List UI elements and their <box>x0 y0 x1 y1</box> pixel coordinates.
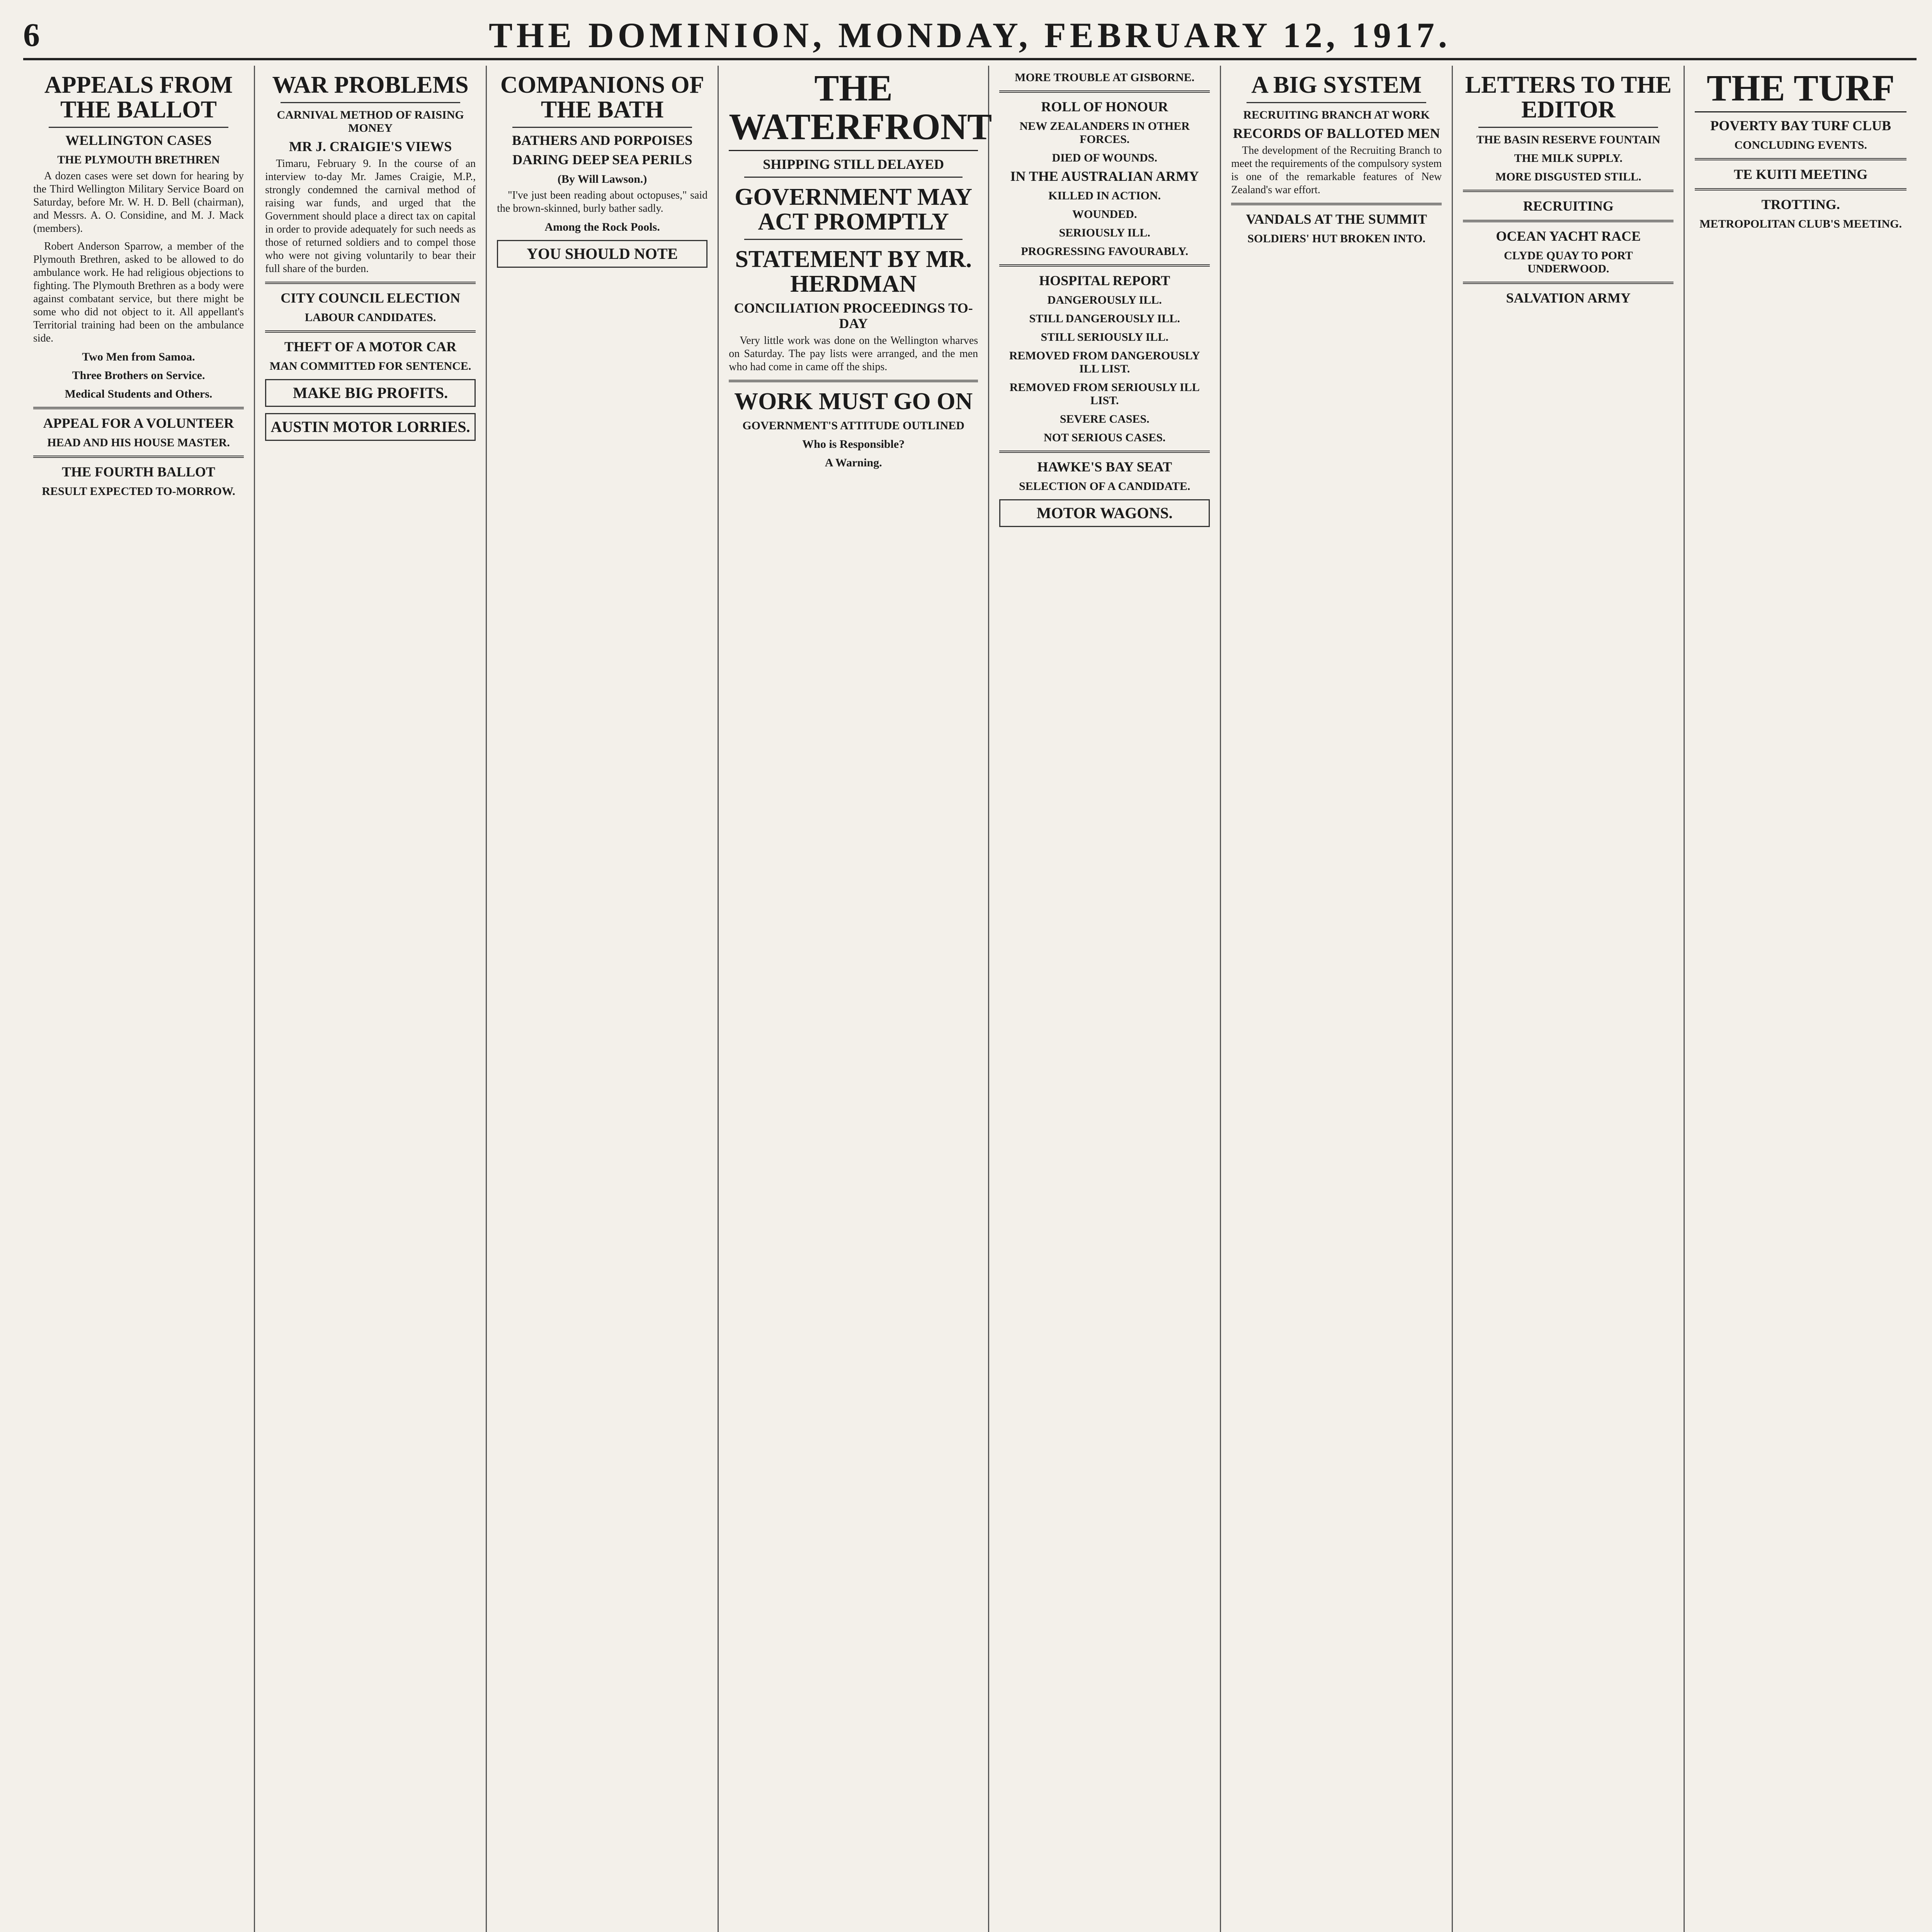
subhead: THE PLYMOUTH BRETHREN <box>57 153 220 166</box>
paragraph: Timaru, February 9. In the course of an interview to-day Mr. James Craigie, M.P., strongly condemned the carnival method of raising war funds, and urged that the Government should place a direct tax on capital in order to provide adequately for such needs as those of returned soldiers and to compel those who were not giving voluntarily to bear their full share of the burden. <box>265 158 476 275</box>
subhead: THE MILK SUPPLY. <box>1514 152 1623 165</box>
subhead: REMOVED FROM DANGEROUSLY ILL LIST. <box>1009 349 1200 375</box>
headline: HAWKE'S BAY SEAT <box>1037 459 1172 474</box>
paragraph: "I've just been reading about octopuses," said the brown-skinned, burly bather sadly. <box>497 189 708 214</box>
subhead: SEVERE CASES. <box>1060 413 1150 425</box>
subhead: KILLED IN ACTION. <box>1048 189 1161 202</box>
advertisement <box>265 413 476 441</box>
subhead: CARNIVAL METHOD OF RAISING MONEY <box>277 109 464 134</box>
headline: CITY COUNCIL ELECTION <box>281 290 460 306</box>
headline: THE TURF <box>1695 69 1906 112</box>
headline: OCEAN YACHT RACE <box>1496 228 1641 244</box>
page-number: 6 <box>23 16 40 53</box>
subhead: PROGRESSING FAVOURABLY. <box>1021 245 1189 258</box>
masthead <box>23 12 1917 60</box>
subhead: Three Brothers on Service. <box>72 369 205 382</box>
subhead: NEW ZEALANDERS IN OTHER FORCES. <box>1019 120 1190 146</box>
subhead: MORE TROUBLE AT GISBORNE. <box>1015 71 1195 84</box>
subhead: CONCILIATION PROCEEDINGS TO-DAY <box>734 300 973 331</box>
subhead: STILL DANGEROUSLY ILL. <box>1029 312 1180 325</box>
subhead: RECRUITING BRANCH AT WORK <box>1243 109 1430 121</box>
newspaper-title: THE DOMINION, MONDAY, FEBRUARY 12, 1917. <box>489 15 1451 55</box>
subhead: METROPOLITAN CLUB'S MEETING. <box>1699 218 1902 230</box>
column-7 <box>1453 66 1685 1932</box>
subhead: THE BASIN RESERVE FOUNTAIN <box>1476 133 1660 146</box>
subhead: MAN COMMITTED FOR SENTENCE. <box>269 360 471 372</box>
headline: THEFT OF A MOTOR CAR <box>284 339 457 354</box>
subhead: STILL SERIOUSLY ILL. <box>1041 331 1168 344</box>
headline: VANDALS AT THE SUMMIT <box>1246 211 1427 227</box>
subhead: RESULT EXPECTED TO-MORROW. <box>42 485 235 498</box>
paragraph: A dozen cases were set down for hearing by the Third Wellington Military Service Board on Saturday, before Mr. W. H. D. Bell (chairman), and Messrs. A. O. Considine, and M. J. Mack (members). <box>33 170 244 235</box>
subhead: CLYDE QUAY TO PORT UNDERWOOD. <box>1503 249 1633 275</box>
subhead: WELLINGTON CASES <box>65 133 212 148</box>
subhead: DIED OF WOUNDS. <box>1052 151 1157 164</box>
subhead: MORE DISGUSTED STILL. <box>1495 170 1641 183</box>
headline: GOVERNMENT MAY ACT PROMPTLY <box>735 184 973 235</box>
subhead: CONCLUDING EVENTS. <box>1734 139 1867 151</box>
columns <box>23 66 1917 1932</box>
ad-title: MAKE BIG PROFITS. <box>293 384 448 401</box>
column-5 <box>989 66 1221 1932</box>
paragraph: The development of the Recruiting Branch to meet the requirements of the compulsory system is one of the remarkable features of New Zealand's war effort. <box>1231 145 1442 196</box>
subhead: GOVERNMENT'S ATTITUDE OUTLINED <box>742 419 964 432</box>
headline: WAR PROBLEMS <box>272 72 469 98</box>
headline: LETTERS TO THE EDITOR <box>1465 72 1672 123</box>
headline: RECRUITING <box>1523 198 1614 214</box>
subhead: DANGEROUSLY ILL. <box>1047 294 1162 306</box>
byline: (By Will Lawson.) <box>557 173 647 185</box>
subhead: HEAD AND HIS HOUSE MASTER. <box>47 436 230 449</box>
subhead: A Warning. <box>825 456 882 469</box>
ad-title: AUSTIN MOTOR LORRIES. <box>270 418 470 435</box>
headline: APPEAL FOR A VOLUNTEER <box>43 415 234 431</box>
headline: COMPANIONS OF THE BATH <box>500 72 704 123</box>
headline: TE KUITI MEETING <box>1734 167 1868 182</box>
column-4 <box>719 66 992 1932</box>
advertisement <box>497 240 707 268</box>
subhead: LABOUR CANDIDATES. <box>304 311 436 324</box>
subhead: SHIPPING STILL DELAYED <box>763 156 944 172</box>
advertisement <box>265 379 476 407</box>
subhead: RECORDS OF BALLOTED MEN <box>1233 126 1440 141</box>
subhead: NOT SERIOUS CASES. <box>1044 431 1166 444</box>
column-2 <box>255 66 487 1932</box>
column-1 <box>23 66 255 1932</box>
subhead: POVERTY BAY TURF CLUB <box>1710 118 1891 133</box>
headline: TROTTING. <box>1761 197 1840 212</box>
subhead: BATHERS AND PORPOISES <box>512 133 693 148</box>
headline: WORK MUST GO ON <box>734 388 973 415</box>
subhead: SELECTION OF A CANDIDATE. <box>1019 480 1190 493</box>
subhead: WOUNDED. <box>1072 208 1137 221</box>
subhead: SERIOUSLY ILL. <box>1059 226 1150 239</box>
advertisement <box>999 499 1210 527</box>
subhead: MR J. CRAIGIE'S VIEWS <box>289 139 452 154</box>
paragraph: Robert Anderson Sparrow, a member of the Plymouth Brethren, asked to be allowed to do ambulance work. He had religious objections to fighting. The Plymouth Brethren as a body were against combatant service, but there might be some who did not object to it. All appellant's Territorial training had been on the ambulance side. <box>33 240 244 344</box>
subhead: Among the Rock Pools. <box>544 221 660 233</box>
ad-title: YOU SHOULD NOTE <box>527 245 678 262</box>
paragraph: Very little work was done on the Wellington wharves on Saturday. The pay lists were arranged, and the men who had come in came off the ships. <box>729 335 978 373</box>
headline: ROLL OF HONOUR <box>1041 99 1168 114</box>
ad-title: MOTOR WAGONS. <box>1036 504 1173 522</box>
subhead: SOLDIERS' HUT BROKEN INTO. <box>1247 232 1426 245</box>
subhead: DARING DEEP SEA PERILS <box>512 152 692 167</box>
column-6 <box>1221 66 1453 1932</box>
headline: HOSPITAL REPORT <box>1039 273 1170 288</box>
subhead: Two Men from Samoa. <box>82 350 195 363</box>
headline: THE WATERFRONT <box>729 69 978 151</box>
column-8 <box>1685 66 1917 1932</box>
headline: A BIG SYSTEM <box>1251 72 1422 98</box>
subhead: Who is Responsible? <box>802 438 905 451</box>
headline: SALVATION ARMY <box>1506 290 1631 306</box>
headline: THE FOURTH BALLOT <box>62 464 215 480</box>
column-3 <box>487 66 719 1932</box>
headline: IN THE AUSTRALIAN ARMY <box>1010 168 1199 184</box>
subhead: Medical Students and Others. <box>65 388 213 400</box>
headline: STATEMENT BY MR. HERDMAN <box>735 246 972 297</box>
headline: APPEALS FROM THE BALLOT <box>44 72 233 123</box>
subhead: REMOVED FROM SERIOUSLY ILL LIST. <box>1009 381 1200 407</box>
